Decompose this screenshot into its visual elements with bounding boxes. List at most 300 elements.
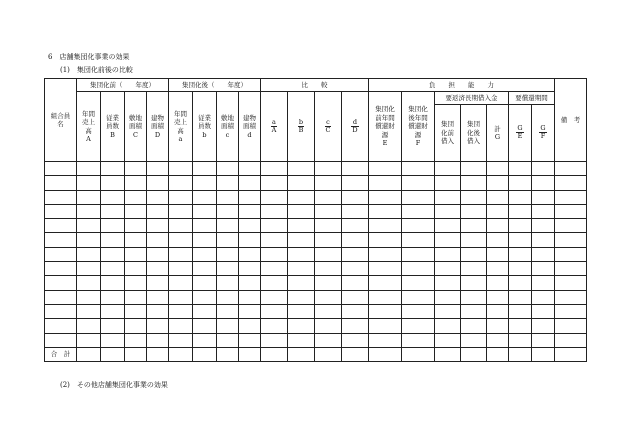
table-cell[interactable] (461, 233, 487, 247)
table-cell[interactable] (147, 290, 169, 304)
table-cell[interactable] (315, 333, 342, 347)
table-cell[interactable] (193, 333, 217, 347)
table-cell[interactable] (125, 262, 147, 276)
table-cell[interactable] (435, 333, 461, 347)
table-cell[interactable] (532, 162, 555, 176)
table-cell[interactable] (532, 319, 555, 333)
total-cell[interactable] (435, 347, 461, 361)
table-cell[interactable] (239, 176, 261, 190)
table-cell[interactable] (509, 204, 532, 218)
table-cell[interactable] (555, 190, 587, 204)
total-cell[interactable] (147, 347, 169, 361)
table-cell[interactable] (125, 304, 147, 318)
total-cell[interactable] (77, 347, 101, 361)
table-cell[interactable] (369, 162, 402, 176)
table-cell[interactable] (217, 190, 239, 204)
table-cell[interactable] (461, 304, 487, 318)
table-cell[interactable] (125, 247, 147, 261)
table-cell[interactable] (45, 247, 77, 261)
table-cell[interactable] (125, 219, 147, 233)
table-body (45, 162, 587, 348)
table-cell[interactable] (193, 162, 217, 176)
table-cell[interactable] (315, 176, 342, 190)
table-cell[interactable] (193, 176, 217, 190)
table-cell[interactable] (147, 276, 169, 290)
table-cell[interactable] (147, 204, 169, 218)
table-cell[interactable] (461, 190, 487, 204)
table-cell[interactable] (402, 304, 435, 318)
table-cell[interactable] (77, 304, 101, 318)
table-cell[interactable] (435, 233, 461, 247)
table-cell[interactable] (288, 247, 315, 261)
table-cell[interactable] (369, 176, 402, 190)
table-cell[interactable] (239, 190, 261, 204)
table-cell[interactable] (147, 247, 169, 261)
table-cell[interactable] (487, 190, 509, 204)
table-cell[interactable] (288, 190, 315, 204)
table-cell[interactable] (239, 247, 261, 261)
total-cell[interactable] (239, 347, 261, 361)
table-cell[interactable] (402, 176, 435, 190)
table-cell[interactable] (193, 262, 217, 276)
table-cell[interactable] (509, 176, 532, 190)
table-cell[interactable] (193, 290, 217, 304)
table-cell[interactable] (101, 276, 125, 290)
table-cell[interactable] (169, 319, 193, 333)
table-cell[interactable] (532, 247, 555, 261)
table-cell[interactable] (555, 233, 587, 247)
table-cell[interactable] (77, 162, 101, 176)
table-cell[interactable] (125, 190, 147, 204)
table-cell[interactable] (288, 276, 315, 290)
table-cell[interactable] (288, 162, 315, 176)
table-cell[interactable] (77, 204, 101, 218)
table-cell[interactable] (193, 219, 217, 233)
total-cell[interactable] (342, 347, 369, 361)
table-cell[interactable] (147, 262, 169, 276)
table-cell[interactable] (45, 319, 77, 333)
table-cell[interactable] (487, 233, 509, 247)
table-cell[interactable] (193, 190, 217, 204)
table-cell[interactable] (342, 319, 369, 333)
table-cell[interactable] (239, 219, 261, 233)
table-cell[interactable] (169, 276, 193, 290)
table-cell[interactable] (402, 190, 435, 204)
table-cell[interactable] (217, 276, 239, 290)
table-cell[interactable] (77, 262, 101, 276)
table-cell[interactable] (461, 290, 487, 304)
table-cell[interactable] (402, 233, 435, 247)
table-cell[interactable] (369, 247, 402, 261)
table-cell[interactable] (288, 290, 315, 304)
table-cell[interactable] (435, 319, 461, 333)
table-cell[interactable] (435, 162, 461, 176)
table-cell[interactable] (402, 219, 435, 233)
table-cell[interactable] (402, 319, 435, 333)
table-cell[interactable] (261, 304, 288, 318)
table-cell[interactable] (217, 290, 239, 304)
table-cell[interactable] (77, 333, 101, 347)
table-cell[interactable] (315, 276, 342, 290)
table-cell[interactable] (217, 162, 239, 176)
total-cell[interactable] (217, 347, 239, 361)
table-cell[interactable] (342, 176, 369, 190)
table-cell[interactable] (217, 176, 239, 190)
table-cell[interactable] (288, 333, 315, 347)
table-cell[interactable] (402, 333, 435, 347)
table-cell[interactable] (509, 319, 532, 333)
table-cell[interactable] (101, 204, 125, 218)
table-cell[interactable] (461, 333, 487, 347)
table-cell[interactable] (555, 219, 587, 233)
table-cell[interactable] (45, 190, 77, 204)
table-cell[interactable] (288, 219, 315, 233)
table-cell[interactable] (402, 162, 435, 176)
table-cell[interactable] (147, 304, 169, 318)
table-cell[interactable] (217, 262, 239, 276)
table-cell[interactable] (261, 333, 288, 347)
table-cell[interactable] (555, 290, 587, 304)
col-loan-before: 集団 化前 借入 (435, 105, 461, 162)
table-cell[interactable] (125, 162, 147, 176)
table-cell[interactable] (555, 176, 587, 190)
total-cell[interactable] (487, 347, 509, 361)
table-cell[interactable] (217, 233, 239, 247)
table-cell[interactable] (261, 233, 288, 247)
table-cell[interactable] (369, 290, 402, 304)
table-cell[interactable] (487, 176, 509, 190)
table-cell[interactable] (261, 204, 288, 218)
table-cell[interactable] (532, 262, 555, 276)
table-cell[interactable] (261, 162, 288, 176)
table-cell[interactable] (193, 304, 217, 318)
table-cell[interactable] (402, 276, 435, 290)
table-cell[interactable] (532, 276, 555, 290)
table-cell[interactable] (193, 319, 217, 333)
table-cell[interactable] (101, 233, 125, 247)
table-cell[interactable] (169, 204, 193, 218)
table-cell[interactable] (45, 290, 77, 304)
table-cell[interactable] (532, 233, 555, 247)
table-cell[interactable] (217, 333, 239, 347)
table-cell[interactable] (125, 204, 147, 218)
table-cell[interactable] (532, 290, 555, 304)
table-cell[interactable] (435, 290, 461, 304)
table-cell[interactable] (125, 333, 147, 347)
table-cell[interactable] (487, 262, 509, 276)
table-cell[interactable] (509, 276, 532, 290)
table-cell[interactable] (239, 204, 261, 218)
table-cell[interactable] (342, 247, 369, 261)
table-cell[interactable] (169, 262, 193, 276)
table-cell[interactable] (77, 290, 101, 304)
table-cell[interactable] (315, 204, 342, 218)
table-cell[interactable] (509, 219, 532, 233)
table-cell[interactable] (101, 290, 125, 304)
table-cell[interactable] (217, 319, 239, 333)
table-cell[interactable] (169, 304, 193, 318)
table-cell[interactable] (532, 176, 555, 190)
table-cell[interactable] (435, 190, 461, 204)
table-cell[interactable] (217, 247, 239, 261)
table-cell[interactable] (45, 333, 77, 347)
table-cell[interactable] (45, 162, 77, 176)
total-cell[interactable] (509, 347, 532, 361)
table-cell[interactable] (509, 162, 532, 176)
total-cell[interactable] (315, 347, 342, 361)
total-cell[interactable] (461, 347, 487, 361)
table-cell[interactable] (509, 262, 532, 276)
table-cell[interactable] (125, 176, 147, 190)
table-cell[interactable] (147, 162, 169, 176)
table-cell[interactable] (288, 319, 315, 333)
table-cell[interactable] (369, 304, 402, 318)
table-cell[interactable] (487, 333, 509, 347)
table-cell[interactable] (169, 176, 193, 190)
table-cell[interactable] (369, 219, 402, 233)
table-cell[interactable] (101, 190, 125, 204)
table-cell[interactable] (147, 333, 169, 347)
table-cell[interactable] (369, 262, 402, 276)
table-cell[interactable] (125, 276, 147, 290)
table-cell[interactable] (147, 219, 169, 233)
table-cell[interactable] (402, 262, 435, 276)
table-cell[interactable] (77, 190, 101, 204)
table-cell[interactable] (555, 276, 587, 290)
table-cell[interactable] (261, 219, 288, 233)
table-cell[interactable] (342, 304, 369, 318)
table-cell[interactable] (239, 276, 261, 290)
table-cell[interactable] (315, 247, 342, 261)
table-cell[interactable] (101, 262, 125, 276)
col-repay-gf: $\frac{G}{F}$ (532, 105, 555, 162)
table-cell[interactable] (509, 247, 532, 261)
table-cell[interactable] (147, 190, 169, 204)
table-cell[interactable] (77, 247, 101, 261)
table-cell[interactable] (217, 304, 239, 318)
table-cell[interactable] (193, 247, 217, 261)
table-cell[interactable] (435, 276, 461, 290)
table-cell[interactable] (402, 290, 435, 304)
table-cell[interactable] (435, 204, 461, 218)
table-cell[interactable] (487, 319, 509, 333)
table-cell[interactable] (487, 219, 509, 233)
total-cell[interactable] (532, 347, 555, 361)
table-cell[interactable] (509, 333, 532, 347)
table-cell[interactable] (45, 262, 77, 276)
table-cell[interactable] (147, 319, 169, 333)
total-cell[interactable] (169, 347, 193, 361)
table-cell[interactable] (101, 319, 125, 333)
table-cell[interactable] (261, 176, 288, 190)
table-cell[interactable] (315, 304, 342, 318)
total-cell[interactable] (193, 347, 217, 361)
table-cell[interactable] (461, 219, 487, 233)
table-cell[interactable] (555, 247, 587, 261)
table-cell[interactable] (369, 333, 402, 347)
total-cell[interactable] (288, 347, 315, 361)
table-cell[interactable] (315, 219, 342, 233)
table-cell[interactable] (239, 262, 261, 276)
table-cell[interactable] (288, 304, 315, 318)
table-cell[interactable] (342, 190, 369, 204)
table-cell[interactable] (369, 276, 402, 290)
table-cell[interactable] (315, 262, 342, 276)
table-cell[interactable] (487, 290, 509, 304)
table-cell[interactable] (461, 204, 487, 218)
table-cell[interactable] (315, 319, 342, 333)
table-cell[interactable] (217, 204, 239, 218)
table-row (45, 290, 587, 304)
table-cell[interactable] (193, 233, 217, 247)
table-cell[interactable] (342, 233, 369, 247)
table-cell[interactable] (169, 333, 193, 347)
table-cell[interactable] (261, 190, 288, 204)
table-cell[interactable] (261, 262, 288, 276)
table-cell[interactable] (555, 333, 587, 347)
table-cell[interactable] (217, 219, 239, 233)
table-cell[interactable] (45, 304, 77, 318)
table-cell[interactable] (342, 162, 369, 176)
table-cell[interactable] (342, 219, 369, 233)
total-cell[interactable] (369, 347, 402, 361)
table-cell[interactable] (369, 319, 402, 333)
table-cell[interactable] (239, 290, 261, 304)
table-cell[interactable] (77, 319, 101, 333)
total-cell[interactable] (101, 347, 125, 361)
total-cell[interactable] (402, 347, 435, 361)
table-cell[interactable] (101, 333, 125, 347)
table-cell[interactable] (532, 333, 555, 347)
table-cell[interactable] (315, 162, 342, 176)
table-cell[interactable] (461, 176, 487, 190)
table-cell[interactable] (193, 276, 217, 290)
table-cell[interactable] (532, 304, 555, 318)
table-cell[interactable] (342, 276, 369, 290)
table-cell[interactable] (509, 190, 532, 204)
table-cell[interactable] (487, 304, 509, 318)
table-cell[interactable] (239, 333, 261, 347)
table-cell[interactable] (45, 219, 77, 233)
total-cell[interactable] (555, 347, 587, 361)
total-cell[interactable] (261, 347, 288, 361)
table-cell[interactable] (342, 262, 369, 276)
table-cell[interactable] (342, 333, 369, 347)
table-cell[interactable] (77, 176, 101, 190)
table-cell[interactable] (402, 204, 435, 218)
table-cell[interactable] (461, 319, 487, 333)
table-cell[interactable] (509, 290, 532, 304)
table-cell[interactable] (461, 162, 487, 176)
table-cell[interactable] (101, 162, 125, 176)
table-cell[interactable] (487, 204, 509, 218)
table-cell[interactable] (101, 247, 125, 261)
table-cell[interactable] (239, 162, 261, 176)
table-cell[interactable] (342, 204, 369, 218)
table-cell[interactable] (169, 290, 193, 304)
table-cell[interactable] (261, 290, 288, 304)
table-cell[interactable] (77, 219, 101, 233)
table-cell[interactable] (509, 233, 532, 247)
table-cell[interactable] (487, 247, 509, 261)
total-cell[interactable] (125, 347, 147, 361)
table-cell[interactable] (532, 190, 555, 204)
table-cell[interactable] (147, 176, 169, 190)
total-row (45, 347, 587, 361)
table-cell[interactable] (239, 319, 261, 333)
table-cell[interactable] (169, 219, 193, 233)
table-cell[interactable] (369, 204, 402, 218)
table-cell[interactable] (261, 247, 288, 261)
table-cell[interactable] (555, 319, 587, 333)
table-cell[interactable] (45, 176, 77, 190)
table-cell[interactable] (193, 204, 217, 218)
table-cell[interactable] (169, 190, 193, 204)
table-cell[interactable] (369, 233, 402, 247)
table-cell[interactable] (45, 204, 77, 218)
table-cell[interactable] (125, 233, 147, 247)
table-cell[interactable] (461, 276, 487, 290)
table-cell[interactable] (369, 190, 402, 204)
table-cell[interactable] (288, 204, 315, 218)
table-cell[interactable] (487, 162, 509, 176)
table-cell[interactable] (461, 247, 487, 261)
table-cell[interactable] (169, 247, 193, 261)
table-cell[interactable] (45, 276, 77, 290)
table-cell[interactable] (125, 290, 147, 304)
table-cell[interactable] (435, 247, 461, 261)
table-cell[interactable] (261, 319, 288, 333)
table-cell[interactable] (77, 233, 101, 247)
table-cell[interactable] (101, 304, 125, 318)
table-cell[interactable] (487, 276, 509, 290)
table-cell[interactable] (125, 319, 147, 333)
table-cell[interactable] (555, 204, 587, 218)
table-cell[interactable] (555, 162, 587, 176)
table-cell[interactable] (169, 233, 193, 247)
table-cell[interactable] (435, 176, 461, 190)
table-cell[interactable] (101, 219, 125, 233)
table-cell[interactable] (315, 233, 342, 247)
table-cell[interactable] (342, 290, 369, 304)
table-cell[interactable] (532, 204, 555, 218)
table-cell[interactable] (509, 304, 532, 318)
table-cell[interactable] (239, 233, 261, 247)
table-cell[interactable] (261, 276, 288, 290)
col-loan-total: 計 G (487, 105, 509, 162)
table-cell[interactable] (435, 262, 461, 276)
table-cell[interactable] (169, 162, 193, 176)
table-cell[interactable] (288, 262, 315, 276)
table-cell[interactable] (555, 262, 587, 276)
table-cell[interactable] (461, 262, 487, 276)
table-cell[interactable] (315, 290, 342, 304)
table-cell[interactable] (45, 233, 77, 247)
table-cell[interactable] (239, 304, 261, 318)
table-cell[interactable] (288, 176, 315, 190)
table-cell[interactable] (555, 304, 587, 318)
table-cell[interactable] (435, 219, 461, 233)
table-cell[interactable] (532, 219, 555, 233)
table-cell[interactable] (77, 276, 101, 290)
table-cell[interactable] (147, 233, 169, 247)
table-cell[interactable] (402, 247, 435, 261)
table-cell[interactable] (315, 190, 342, 204)
total-label: 合 計 (45, 347, 77, 361)
table-cell[interactable] (288, 233, 315, 247)
table-cell[interactable] (101, 176, 125, 190)
table-cell[interactable] (435, 304, 461, 318)
